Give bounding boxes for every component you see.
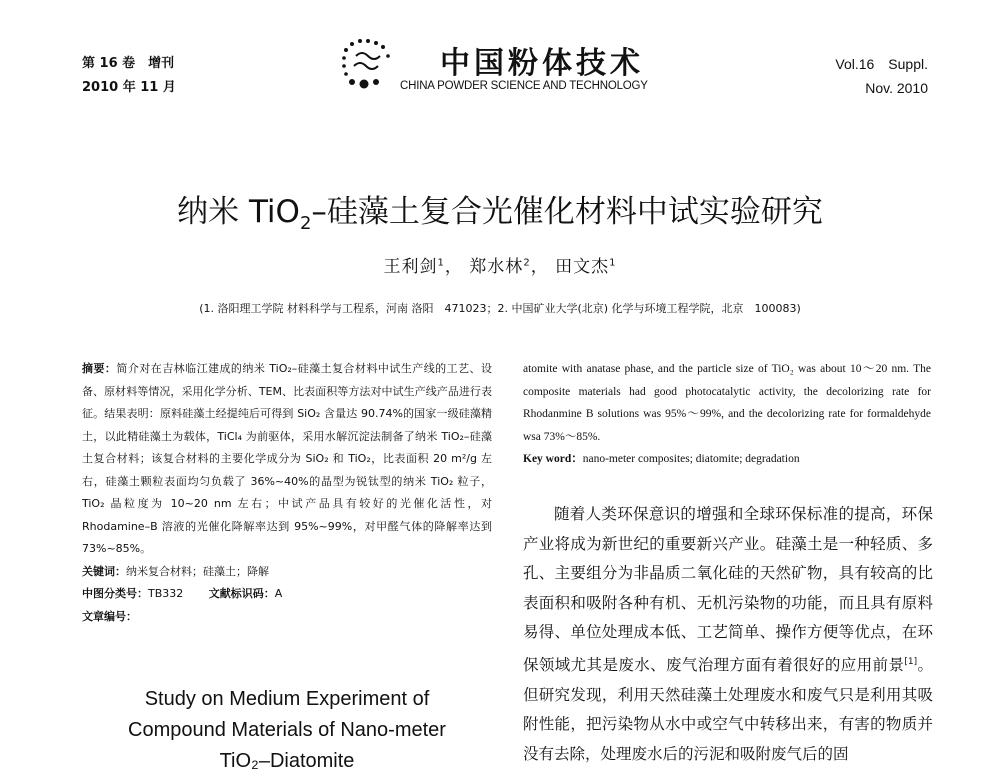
clc-value: TB332 <box>148 587 184 600</box>
affiliations: (1. 洛阳理工学院 材料科学与工程系，河南 洛阳 471023；2. 中国矿业大学(北京) 化学与环境工程学院，北京 100083) <box>199 302 801 315</box>
article-number <box>82 606 492 629</box>
author-list: 王利剑$^1$， 郑水林$^2$， 田文杰$^1$ <box>383 257 617 277</box>
classification-row <box>82 583 492 606</box>
english-title-line: Compound Materials of Nano-meter <box>128 719 446 741</box>
abstract-cn <box>82 358 492 561</box>
article-number-label: 文章编号： <box>82 609 137 623</box>
keywords-label: 关键词： <box>82 564 126 578</box>
journal-name-en: CHINA POWDER SCIENCE AND TECHNOLOGY <box>400 80 648 92</box>
english-title <box>82 684 492 777</box>
title-part: 纳米 TiO <box>177 194 300 230</box>
journal-name-cn: 中国粉体技术 <box>440 46 644 81</box>
author-name: 郑水林 <box>469 257 524 277</box>
author-affil-mark: 1 <box>437 257 445 269</box>
doc-code-value: A <box>274 587 283 600</box>
abstract-text: 简介对在吉林临江建成的纳米 TiO₂–硅藻土复合材料中试生产线的工艺、设备、原材料等情况，采用化学分析、TEM、比表面积等方法对中试生产线产品进行表征。结果表明：原料硅藻土经提纯后可得到 SiO₂ 含量达 90.74%的国家一级硅藻精土，以此精硅藻土为载体，TiCl₄ 为前驱体，采用水解沉淀法制备了纳米 TiO₂–硅藻土复合材料；该复合材料的主要化学成分为 SiO₂ 和 TiO₂，比表面积 20 m²/g 左右，硅藻土颗粒表面均匀负载了 36%~40%的晶型为锐钛型的纳米 TiO₂ 粒子，TiO₂ 晶粒度为 10~20 nm 左右；中试产品具有较好的光催化活性，对 Rhodamine–B 溶液的光催化降解率达到 95%~99%，对甲醛气体的降解率达到 73%~85%。 <box>82 362 493 555</box>
clc-label: 中图分类号： <box>82 587 148 600</box>
author-affil-mark: 1 <box>609 257 617 269</box>
abstract-label: 摘要： <box>82 362 117 375</box>
header-left <box>82 52 176 100</box>
left-column <box>82 358 492 628</box>
english-title-line: Study on Medium Experiment of <box>144 688 430 710</box>
body-text <box>523 500 933 770</box>
author-name: 田文杰 <box>555 257 610 277</box>
author-name: 王利剑 <box>383 257 438 277</box>
title-part: –硅藻土复合光催化材料中试实验研究 <box>311 194 823 230</box>
intro-text: 随着人类环保意识的增强和全球环保标准的提高，环保产业将成为新世纪的重要新兴产业。硅藻土是一种轻质、多孔、主要组分为非晶质二氧化硅的天然矿物，具有较高的比表面积和吸附各种有机、无机污染物的功能，而且具有原料易得、单位处理成本低、工艺简单、操作方便等优点，在环保领域尤其是废水、废气治理方面有着很好的应用前景 <box>523 505 933 675</box>
english-title-line: TiO₂–Diatomite <box>219 750 355 772</box>
keywords-text: 纳米复合材料；硅藻土；降解 <box>126 564 269 578</box>
volume-en: Vol.16 Suppl. <box>835 56 928 72</box>
paper-title <box>0 186 1000 234</box>
english-abstract <box>523 358 931 471</box>
keywords-en-label: Key word： <box>523 453 583 465</box>
volume-cn: 第 16 卷 增刊 <box>82 56 175 71</box>
doc-code-label: 文献标识码： <box>208 587 275 600</box>
title-subscript: 2 <box>299 213 312 235</box>
keywords-en <box>523 448 931 471</box>
intro-text: 。但研究发现，利用天然硅藻土处理废水和废气只是利用其吸附性能，把污染物从水中或空气中转移出来，有害的物质并没有去除，处理废水后的污泥和吸附废气后的固 <box>523 656 933 763</box>
date-cn: 2010 年 11 月 <box>82 80 176 95</box>
abstract-en-text: atomite with anatase phase, and the particle size of TiO₂ was about 10～20 nm. The composite materials had good photocatalytic activity, the decolorizing rate for Rhodanmine B solutions was 95%～99%, and the decolorizing rate for formaldehyde wsa 73%～85%. <box>523 363 931 443</box>
keywords-cn <box>82 561 492 584</box>
journal-logo-icon <box>338 36 394 92</box>
header-right <box>835 52 928 100</box>
citation-ref[interactable]: [1] <box>904 656 918 667</box>
intro-paragraph <box>523 500 933 770</box>
author-affil-mark: 2 <box>523 257 531 269</box>
date-en: Nov. 2010 <box>865 80 928 96</box>
keywords-en-text: nano-meter composites; diatomite; degradation <box>582 453 800 465</box>
